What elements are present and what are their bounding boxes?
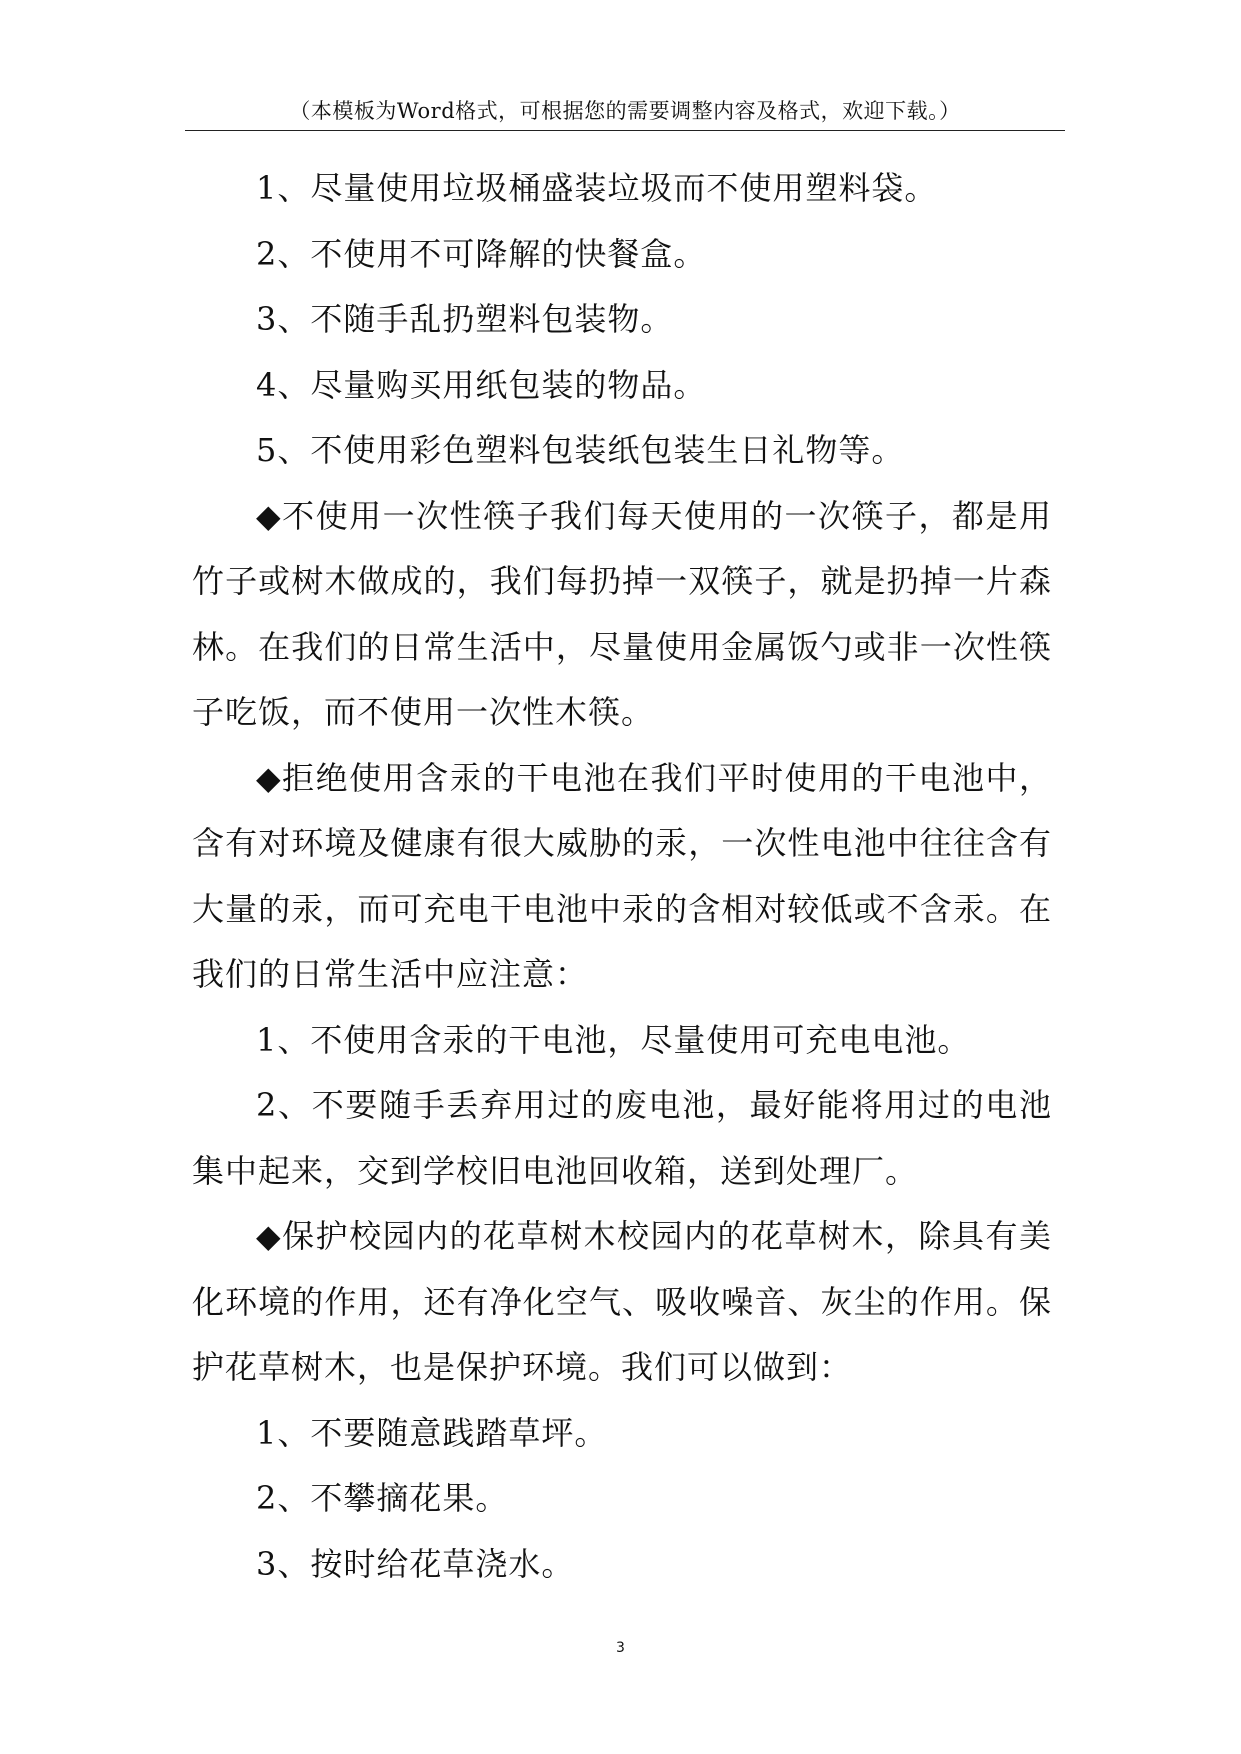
page-header: （本模板为Word格式，可根据您的需要调整内容及格式，欢迎下载。） [289, 99, 961, 123]
paragraph: 3、不随手乱扔塑料包装物。 [256, 300, 674, 338]
paragraph: 1、不要随意践踏草坪。 [256, 1413, 608, 1452]
paragraph: ◆不使用一次性筷子我们每天使用的一次筷子，都是用竹子或树木做成的，我们每扔掉一双筷子，就是扔掉一片森林。在我们的日常生活中，尽量使用金属饭勺或非一次性筷子吃饭，而不使用一次性木筷。 [192, 496, 1052, 731]
paragraph: 2、不要随手丢弃用过的废电池，最好能将用过的电池集中起来，交到学校旧电池回收箱，送到处理厂。 [192, 1086, 1052, 1190]
paragraph: ◆保护校园内的花草树木校园内的花草树木，除具有美化环境的作用，还有净化空气、吸收噪音、灰尘的作用。保护花草树木，也是保护环境。我们可以做到： [192, 1217, 1052, 1386]
paragraph: 2、不攀摘花果。 [256, 1479, 509, 1517]
document-body [192, 156, 1052, 1597]
paragraph: 1、尽量使用垃圾桶盛装垃圾而不使用塑料袋。 [256, 169, 938, 207]
paragraph: 3、按时给花草浇水。 [256, 1544, 575, 1583]
paragraph: ◆拒绝使用含汞的干电池在我们平时使用的干电池中，含有对环境及健康有很大威胁的汞，一次性电池中往往含有大量的汞，而可充电干电池中汞的含相对较低或不含汞。在我们的日常生活中应注意： [192, 758, 1052, 993]
paragraph: 1、不使用含汞的干电池，尽量使用可充电电池。 [256, 1020, 971, 1059]
paragraph: 2、不使用不可降解的快餐盒。 [256, 234, 707, 273]
paragraph: 4、尽量购买用纸包装的物品。 [256, 365, 707, 404]
header-divider [185, 130, 1065, 131]
paragraph: 5、不使用彩色塑料包装纸包装生日礼物等。 [256, 431, 905, 469]
page-number: 3 [616, 1640, 625, 1656]
